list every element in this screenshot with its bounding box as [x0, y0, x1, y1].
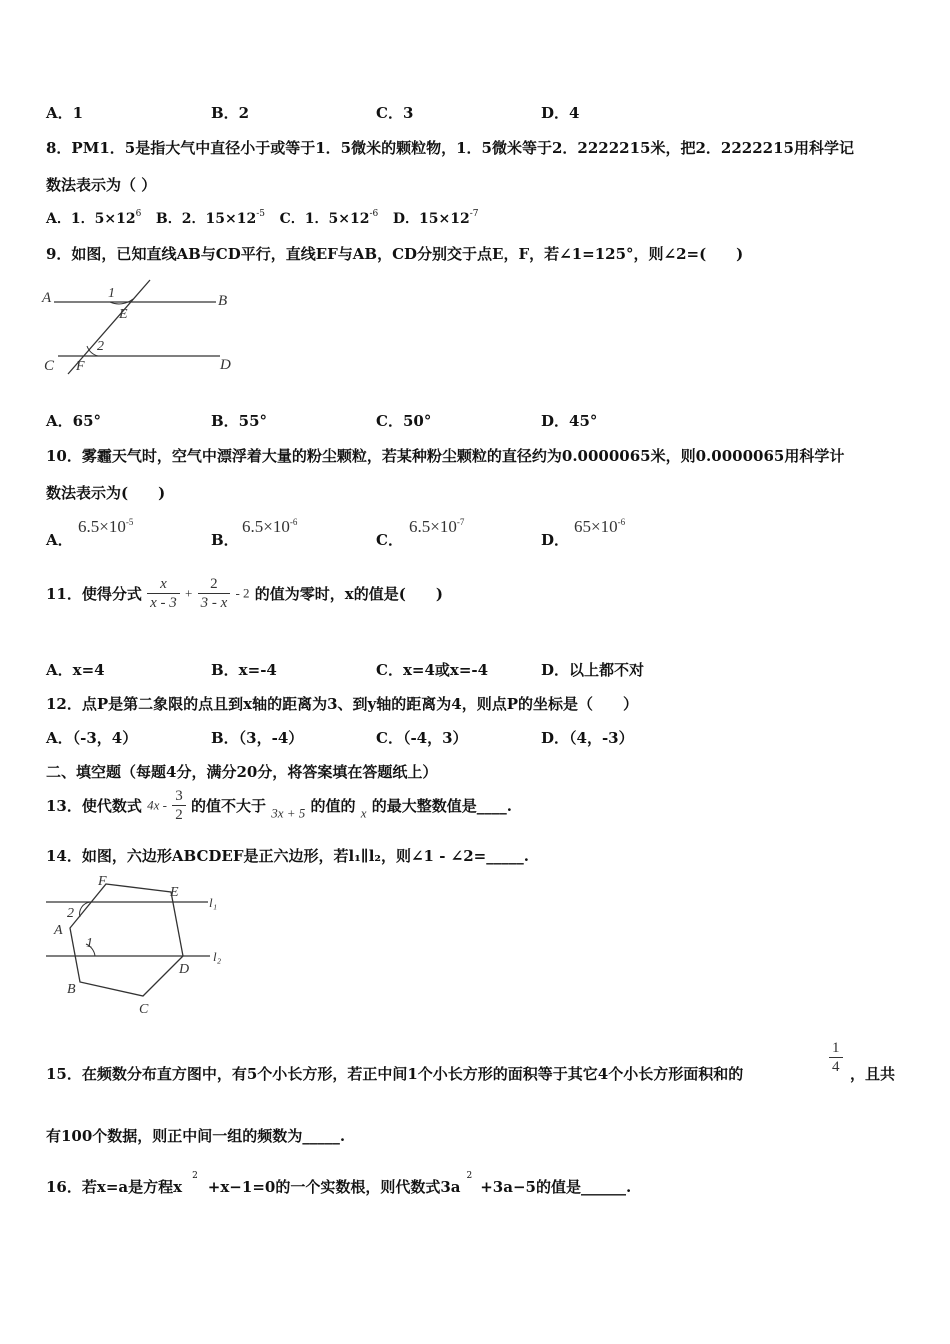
q16-exp1: 2	[192, 1171, 198, 1181]
q12-option-c: C．（-4，3）	[376, 729, 468, 747]
q15-fraction: $\frac{1}{4}$	[829, 1039, 843, 1076]
label-d: D	[179, 962, 190, 977]
q9-option-a: A．65°	[46, 412, 102, 430]
q11-suffix: 的值为零时，x的值是( )	[254, 585, 443, 603]
q11-fraction-2: $\frac{2}{3 - x}$	[198, 575, 231, 612]
q14-text: 14．如图，六边形ABCDEF是正六边形，若l₁∥l₂，则∠1 - ∠2=_____.	[46, 847, 529, 865]
q13-expr-a: 4x -	[147, 797, 167, 813]
q11-prefix: 11．使得分式	[46, 585, 142, 603]
q9-option-c: C．50°	[376, 412, 432, 430]
q15-line1-end: ，且共	[850, 1065, 896, 1083]
label-f: F	[76, 359, 85, 374]
label-c: C	[139, 1002, 149, 1017]
label-l2: l₂	[213, 949, 222, 964]
q8-text-line2: 数法表示为（ ）	[46, 176, 157, 194]
label-angle-2: 2	[67, 906, 74, 921]
q16-part3: +3a−5的值是______.	[480, 1178, 632, 1196]
q7-option-a: A．1	[46, 104, 84, 122]
q16-part2: +x−1=0的一个实数根，则代数式3a	[207, 1178, 461, 1196]
label-b: B	[67, 982, 76, 997]
q12-option-a: A．（-3，4）	[46, 729, 138, 747]
q8-option-a: A．1．$5\times 12^6$	[46, 209, 142, 227]
q12-option-b: B．（3，-4）	[211, 729, 304, 747]
q16-part1: 16．若x=a是方程x	[46, 1178, 183, 1196]
q11-minus-two: - 2	[235, 585, 250, 601]
q11-option-c: C．x=4或x=-4	[376, 661, 489, 679]
label-l1: l₁	[209, 895, 218, 910]
q11-question	[46, 575, 443, 612]
q8-option-b: B．2．$15\times 12^{-5}$	[155, 209, 265, 227]
q10-option-b-value: $6.5\times 10^{-6}$	[242, 517, 298, 536]
q13-suffix: 的最大整数值是____.	[371, 797, 512, 815]
q11-plus: +	[185, 585, 193, 601]
q12-option-d: D．（4，-3）	[541, 729, 634, 747]
q10-option-d-value: $65\times 10^{-6}$	[574, 517, 626, 536]
q10-option-a-value: $6.5\times 10^{-5}$	[78, 517, 134, 536]
q13-var-x: x	[360, 805, 367, 821]
label-e: E	[119, 307, 128, 322]
q14-figure	[40, 870, 240, 1020]
label-b: B	[218, 293, 228, 309]
q10-option-c-label: C．	[376, 531, 403, 549]
q9-text: 9．如图，已知直线AB与CD平行，直线EF与AB，CD分别交于点E，F，若∠1=125°，则∠2=( )	[46, 245, 744, 263]
q15-text-line1: 15．在频数分布直方图中，有5个小长方形，若正中间1个小长方形的面积等于其它4个小长方形面积和的	[46, 1065, 744, 1083]
label-a: A	[42, 290, 52, 306]
q13-question	[46, 787, 512, 824]
label-c: C	[44, 358, 55, 374]
label-a: A	[54, 923, 63, 938]
q8-option-d: D．$15\times 12^{-7}$	[392, 209, 479, 227]
q7-option-b: B．2	[211, 104, 250, 122]
label-angle-1: 1	[86, 936, 93, 951]
q9-option-b: B．55°	[211, 412, 268, 430]
label-angle-1: 1	[108, 286, 115, 301]
q13-mid2: 的值的	[310, 797, 356, 815]
q10-option-c-value: $6.5\times 10^{-7}$	[409, 517, 465, 536]
q9-option-d: D．45°	[541, 412, 598, 430]
q11-option-a: A．x=4	[46, 661, 105, 679]
q7-option-d: D．4	[541, 104, 580, 122]
label-e: E	[170, 885, 179, 900]
q10-option-b-label: B．	[211, 531, 239, 549]
q11-option-d: D．以上都不对	[541, 661, 645, 679]
q10-text-line1: 10．雾霾天气时，空气中漂浮着大量的粉尘颗粒，若某种粉尘颗粒的直径约为0.0000065米，则0.0000065用科学计	[46, 447, 845, 465]
q8-options	[46, 208, 478, 228]
q9-figure	[40, 278, 240, 378]
q12-text: 12．点P是第二象限的点且到x轴的距离为3、到y轴的距离为4，则点P的坐标是（ ）	[46, 695, 638, 713]
q13-prefix: 13．使代数式	[46, 797, 142, 815]
q16-text	[46, 1171, 631, 1197]
q8-option-c: C．1．$5\times 12^{-6}$	[279, 209, 379, 227]
q15-text-line2: 有100个数据，则正中间一组的频数为_____.	[46, 1127, 346, 1145]
label-f: F	[98, 874, 107, 889]
section-fill-in-heading: 二、填空题（每题4分，满分20分，将答案填在答题纸上）	[46, 763, 438, 781]
q7-option-c: C．3	[376, 104, 414, 122]
q16-exp2: 2	[466, 1171, 473, 1181]
q13-fraction: $\frac{3}{2}$	[172, 787, 186, 824]
q8-text-line1: 8．PM1．5是指大气中直径小于或等于1．5微米的颗粒物，1．5微米等于2．2222215米，把2．2222215用科学记	[46, 139, 854, 157]
label-angle-2: 2	[97, 339, 104, 354]
q13-mid: 的值不大于	[190, 797, 266, 815]
q10-option-a-label: A．	[46, 531, 73, 549]
q11-option-b: B．x=-4	[211, 661, 277, 679]
q13-expr-b: 3x + 5	[271, 805, 306, 821]
q10-option-d-label: D．	[541, 531, 570, 549]
q11-fraction-1: $\frac{x}{x - 3}$	[147, 575, 180, 612]
label-d: D	[220, 357, 231, 373]
q10-text-line2: 数法表示为( )	[46, 484, 166, 502]
